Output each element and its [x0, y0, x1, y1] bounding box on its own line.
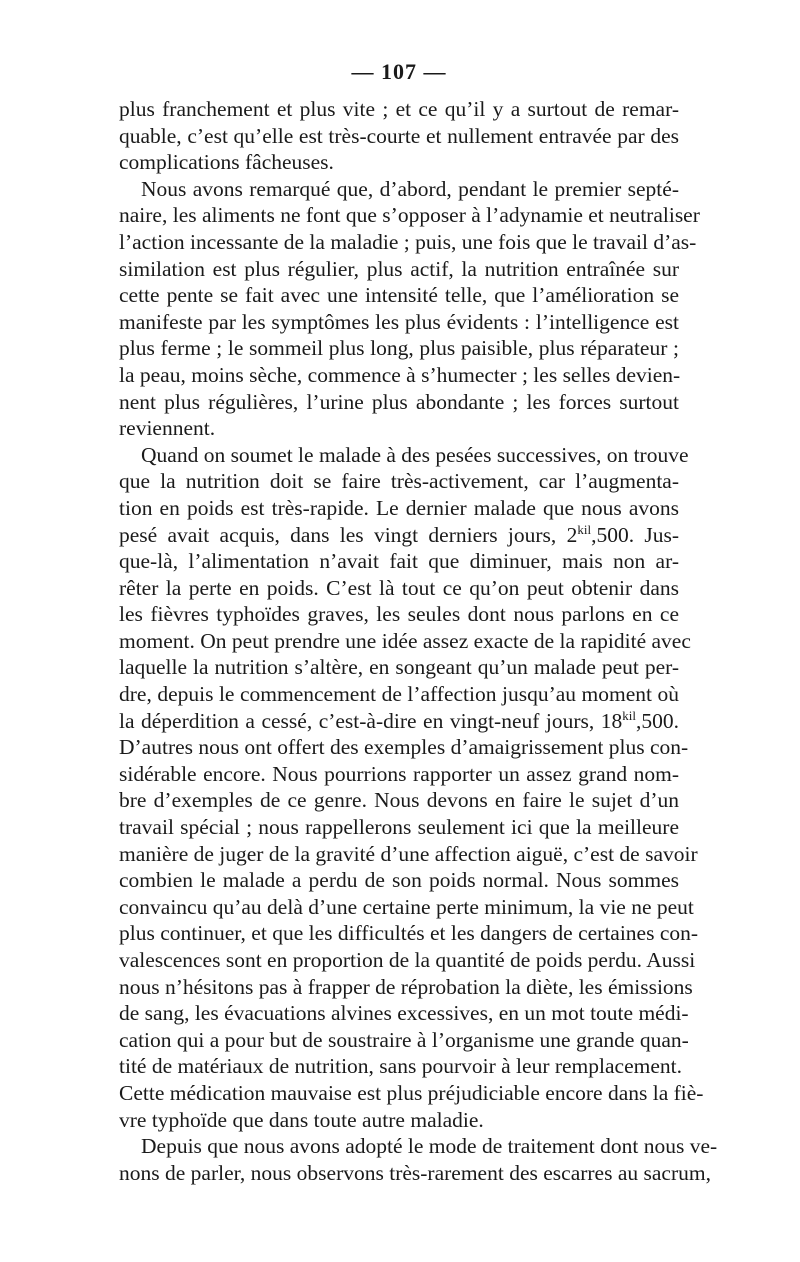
paragraph [119, 96, 679, 176]
text-line: manière de juger de la gravité d’une affection aiguë, c’est de savoir [119, 841, 698, 866]
text-line: plus franchement et plus vite ; et ce qu’il y a surtout de remar- [119, 97, 679, 121]
text-line: les fièvres typhoïdes graves, les seules dont nous parlons en ce [119, 602, 679, 627]
text-line: quable, c’est qu’elle est très-courte et nullement entravée par des [119, 123, 679, 148]
text-line: Cette médication mauvaise est plus préjudiciable encore dans la fiè- [119, 1080, 704, 1105]
text-line: convaincu qu’au delà d’une certaine perte minimum, la vie ne peut [119, 894, 694, 919]
text-line: combien le malade a perdu de son poids normal. Nous sommes [119, 868, 679, 893]
text-line: Depuis que nous avons adopté le mode de traitement dont nous ve- [141, 1134, 718, 1159]
text-line: complications fâcheuses. [119, 150, 334, 175]
text-line: plus ferme ; le sommeil plus long, plus paisible, plus réparateur ; [119, 336, 679, 361]
text-line: l’action incessante de la maladie ; puis, une fois que le travail d’as- [119, 229, 697, 254]
text-line: la déperdition a cessé, c’est-à-dire en vingt-neuf jours, $18^{kil},500$. [119, 707, 679, 733]
text-line: cette pente se fait avec une intensité telle, que l’amélioration se [119, 283, 679, 308]
text-line: reviennent. [119, 416, 216, 441]
text-line: la peau, moins sèche, commence à s’humecter ; les selles devien- [119, 362, 681, 387]
text-line: bre d’exemples de ce genre. Nous devons en faire le sujet d’un [119, 788, 679, 813]
text-line: vre typhoïde que dans toute autre maladie. [119, 1107, 484, 1132]
text-line: plus continuer, et que les difficultés et les dangers de certaines con- [119, 921, 699, 946]
text-line: tion en poids est très-rapide. Le dernier malade que nous avons [119, 495, 679, 520]
text-line: tité de matériaux de nutrition, sans pourvoir à leur remplacement. [119, 1054, 682, 1079]
text-line: que-là, l’alimentation n’avait fait que diminuer, mais non ar- [119, 549, 679, 574]
paragraph [119, 176, 700, 442]
text-line: dre, depuis le commencement de l’affection jusqu’au moment où [119, 682, 679, 707]
text-line: sidérable encore. Nous pourrions rapporter un assez grand nom- [119, 761, 679, 786]
text-line: similation est plus régulier, plus actif, la nutrition entraînée sur [119, 256, 679, 281]
text-line: manifeste par les symptômes les plus évidents : l’intelligence est [119, 309, 679, 334]
text-line: naire, les aliments ne font que s’opposer à l’adynamie et neutraliser [119, 203, 700, 228]
paragraph [119, 442, 704, 1133]
text-line: laquelle la nutrition s’altère, en songeant qu’un malade peut per- [119, 655, 679, 680]
text-line: de sang, les évacuations alvines excessives, en un mot toute médi- [119, 1001, 689, 1026]
text-line: nons de parler, nous observons très-rarement des escarres au sacrum, [119, 1160, 711, 1185]
text-line: cation qui a pour but de soustraire à l’organisme une grande quan- [119, 1027, 689, 1052]
text-line: travail spécial ; nous rappellerons seulement ici que la meilleure [119, 815, 679, 840]
text-line: Quand on soumet le malade à des pesées successives, on trouve [141, 442, 689, 467]
text-line: que la nutrition doit se faire très-activement, car l’augmenta- [119, 469, 679, 494]
text-line: pesé avait acquis, dans les vingt derniers jours, $2^{kil},500$. Jus- [119, 521, 679, 547]
page-number: — 107 — [351, 59, 447, 84]
text-line: nous n’hésitons pas à frapper de réprobation la diète, les émissions [119, 974, 693, 999]
text-line: nent plus régulières, l’urine plus abondante ; les forces surtout [119, 389, 679, 414]
paragraph [119, 1133, 718, 1186]
text-line: rêter la perte en poids. C’est là tout ce qu’on peut obtenir dans [119, 575, 679, 600]
text-line: moment. On peut prendre une idée assez exacte de la rapidité avec [119, 628, 691, 653]
book-page [119, 58, 718, 1186]
text-line: D’autres nous ont offert des exemples d’amaigrissement plus con- [119, 735, 689, 760]
body-text [119, 96, 718, 1186]
text-line: valescences sont en proportion de la quantité de poids perdu. Aussi [119, 948, 696, 972]
text-line: Nous avons remarqué que, d’abord, pendant le premier septé- [141, 176, 679, 201]
